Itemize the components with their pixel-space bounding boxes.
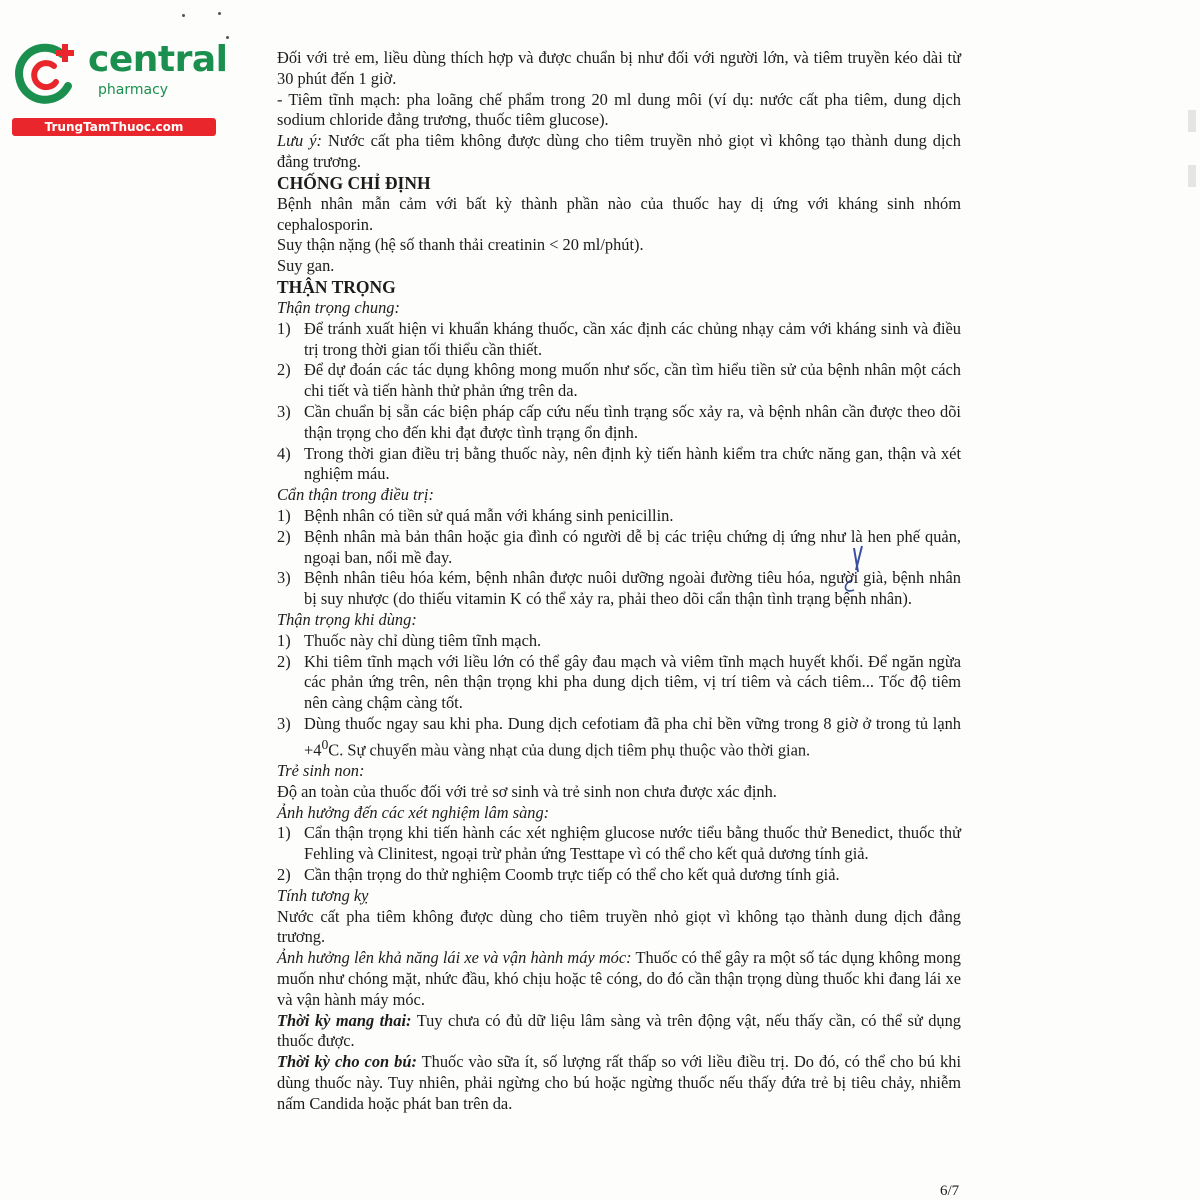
scan-edge-mark bbox=[1188, 110, 1196, 132]
note-paragraph bbox=[277, 131, 961, 173]
scan-speck bbox=[182, 14, 185, 17]
use-caution-label: Thận trọng khi dùng: bbox=[277, 609, 417, 629]
logo-sub: pharmacy bbox=[98, 82, 169, 98]
scan-edge-mark bbox=[1188, 165, 1196, 187]
logo-brand: central bbox=[88, 39, 228, 80]
list-item: 2) Bệnh nhân mà bản thân hoặc gia đình có người dễ bị các triệu chứng dị ứng như là hen phế quản, ngoại ban, nổi mề đay. bbox=[277, 526, 961, 567]
list-item: 1) Thuốc này chỉ dùng tiêm tĩnh mạch. bbox=[277, 630, 542, 650]
list-item: 3) Dùng thuốc ngay sau khi pha. Dung dịch cefotiam đã pha chỉ bền vững trong 8 giờ ở trong tủ lạnh $+4^0C$. Sự chuyển màu vàng nhạt của dung dịch tiêm phụ thuộc vào thời gian. bbox=[277, 713, 961, 760]
note-label: Lưu ý: bbox=[277, 131, 322, 151]
driving-paragraph: Ảnh hưởng lên khả năng lái xe và vận hành máy móc: Thuốc có thể gây ra một số tác dụng không mong muốn như chóng mặt, nhức đầu, khó chịu hoặc tê cóng, do đó cần thận trọng dùng thuốc khi đang lái xe và vận hành máy móc. bbox=[277, 948, 961, 1009]
list-item: 2) Khi tiêm tĩnh mạch với liều lớn có thể gây đau mạch và viêm tĩnh mạch huyết khối. Để ngăn ngừa các phản ứng trên, nên thận trọng khi pha dung dịch tiêm, vị trí tiêm và cách tiêm... Tốc độ tiêm nên càng chậm càng tốt. bbox=[277, 651, 961, 713]
iv-injection-paragraph: - Tiêm tĩnh mạch: pha loãng chế phẩm trong 20 ml dung môi (ví dụ: nước cất pha tiêm, dung dịch sodium chloride đẳng trương, thuốc tiêm glucose). bbox=[277, 89, 961, 130]
contraindication-item: Suy thận nặng (hệ số thanh thải creatinin < 20 ml/phút). bbox=[277, 235, 644, 255]
lab-effects-label: Ảnh hưởng đến các xét nghiệm lâm sàng: bbox=[277, 802, 550, 822]
list-item: 2) Để dự đoán các tác dụng không mong muốn như sốc, cần tìm hiểu tiền sử của bệnh nhân một cách chi tiết và tiến hành thử phản ứng trên da. bbox=[277, 360, 961, 401]
list-item: 3) Cần chuẩn bị sẵn các biện pháp cấp cứu nếu tình trạng sốc xảy ra, và bệnh nhân cần được theo dõi thận trọng cho đến khi đạt được tình trạng ổn định. bbox=[277, 401, 961, 442]
pharmacy-logo bbox=[8, 38, 228, 138]
scan-speck bbox=[226, 36, 229, 39]
list-item: 4) Trong thời gian điều trị bằng thuốc này, nên định kỳ tiến hành kiểm tra chức năng gan, thận và xét nghiệm máu. bbox=[277, 443, 961, 484]
page-number: 6/7 bbox=[940, 1183, 960, 1199]
caution-heading: THẬN TRỌNG bbox=[277, 276, 396, 297]
compatibility-text: Nước cất pha tiêm không được dùng cho tiêm truyền nhỏ giọt vì không tạo thành dung dịch đẳng trương. bbox=[277, 906, 961, 947]
preterm-text: Độ an toàn của thuốc đối với trẻ sơ sinh và trẻ sinh non chưa được xác định. bbox=[277, 781, 777, 801]
pharmacy-logo-icon bbox=[12, 40, 80, 108]
preterm-label: Trẻ sinh non: bbox=[277, 760, 365, 780]
list-item: 1) Bệnh nhân có tiền sử quá mẫn với kháng sinh penicillin. bbox=[277, 505, 674, 525]
scan-speck bbox=[218, 12, 221, 15]
contraindication-item: Suy gan. bbox=[277, 256, 335, 276]
pregnancy-paragraph: Thời kỳ mang thai: Tuy chưa có đủ dữ liệu lâm sàng và trên động vật, nếu thấy cần, có thể sử dụng thuốc được. bbox=[277, 1010, 961, 1051]
lactation-paragraph: Thời kỳ cho con bú: Thuốc vào sữa ít, số lượng rất thấp so với liều điều trị. Do đó, có thể cho bú khi dùng thuốc này. Tuy nhiên, phải ngừng cho bú hoặc ngừng thuốc nếu thấy đứa trẻ bị tiêu chảy, nhiễm nấm Candida hoặc phát ban trên da. bbox=[277, 1052, 961, 1113]
contraindication-item: Bệnh nhân mẫn cảm với bất kỳ thành phần nào của thuốc hay dị ứng với kháng sinh nhóm cephalosporin. bbox=[277, 193, 961, 234]
compatibility-label: Tính tương kỵ bbox=[277, 885, 369, 905]
contraindication-heading: CHỐNG CHỈ ĐỊNH bbox=[277, 172, 431, 193]
list-item: 2) Cần thận trọng do thử nghiệm Coomb trực tiếp có thể cho kết quả dương tính giả. bbox=[277, 864, 840, 884]
logo-site-banner: TrungTamThuoc.com bbox=[12, 118, 216, 136]
document-body bbox=[277, 48, 961, 1115]
intro-paragraph: Đối với trẻ em, liều dùng thích hợp và được chuẩn bị như đối với người lớn, và tiêm truyền kéo dài từ 30 phút đến 1 giờ. bbox=[277, 48, 961, 88]
list-item: 1) Để tránh xuất hiện vi khuẩn kháng thuốc, cần xác định các chủng nhạy cảm với kháng sinh và điều trị trong thời gian tối thiểu cần thiết. bbox=[277, 318, 961, 359]
general-caution-label: Thận trọng chung: bbox=[277, 297, 400, 317]
list-item: 3) Bệnh nhân tiêu hóa kém, bệnh nhân được nuôi dưỡng ngoài đường tiêu hóa, người già, bệnh nhân bị suy nhược (do thiếu vitamin K có thể xảy ra, phải theo dõi cẩn thận tình trạng bệnh nhân). bbox=[277, 568, 961, 609]
treatment-caution-label: Cẩn thận trong điều trị: bbox=[277, 485, 434, 505]
note-text: Nước cất pha tiêm không được dùng cho tiêm truyền nhỏ giọt vì không tạo thành dung dịch đẳng trương. bbox=[277, 131, 961, 171]
list-item: 1) Cẩn thận trọng khi tiến hành các xét nghiệm glucose nước tiểu bằng thuốc thử Benedict, thuốc thử Fehling và Clinitest, ngoại trừ phản ứng Testtape vì có thể cho kết quả dương tính giả. bbox=[277, 823, 961, 864]
